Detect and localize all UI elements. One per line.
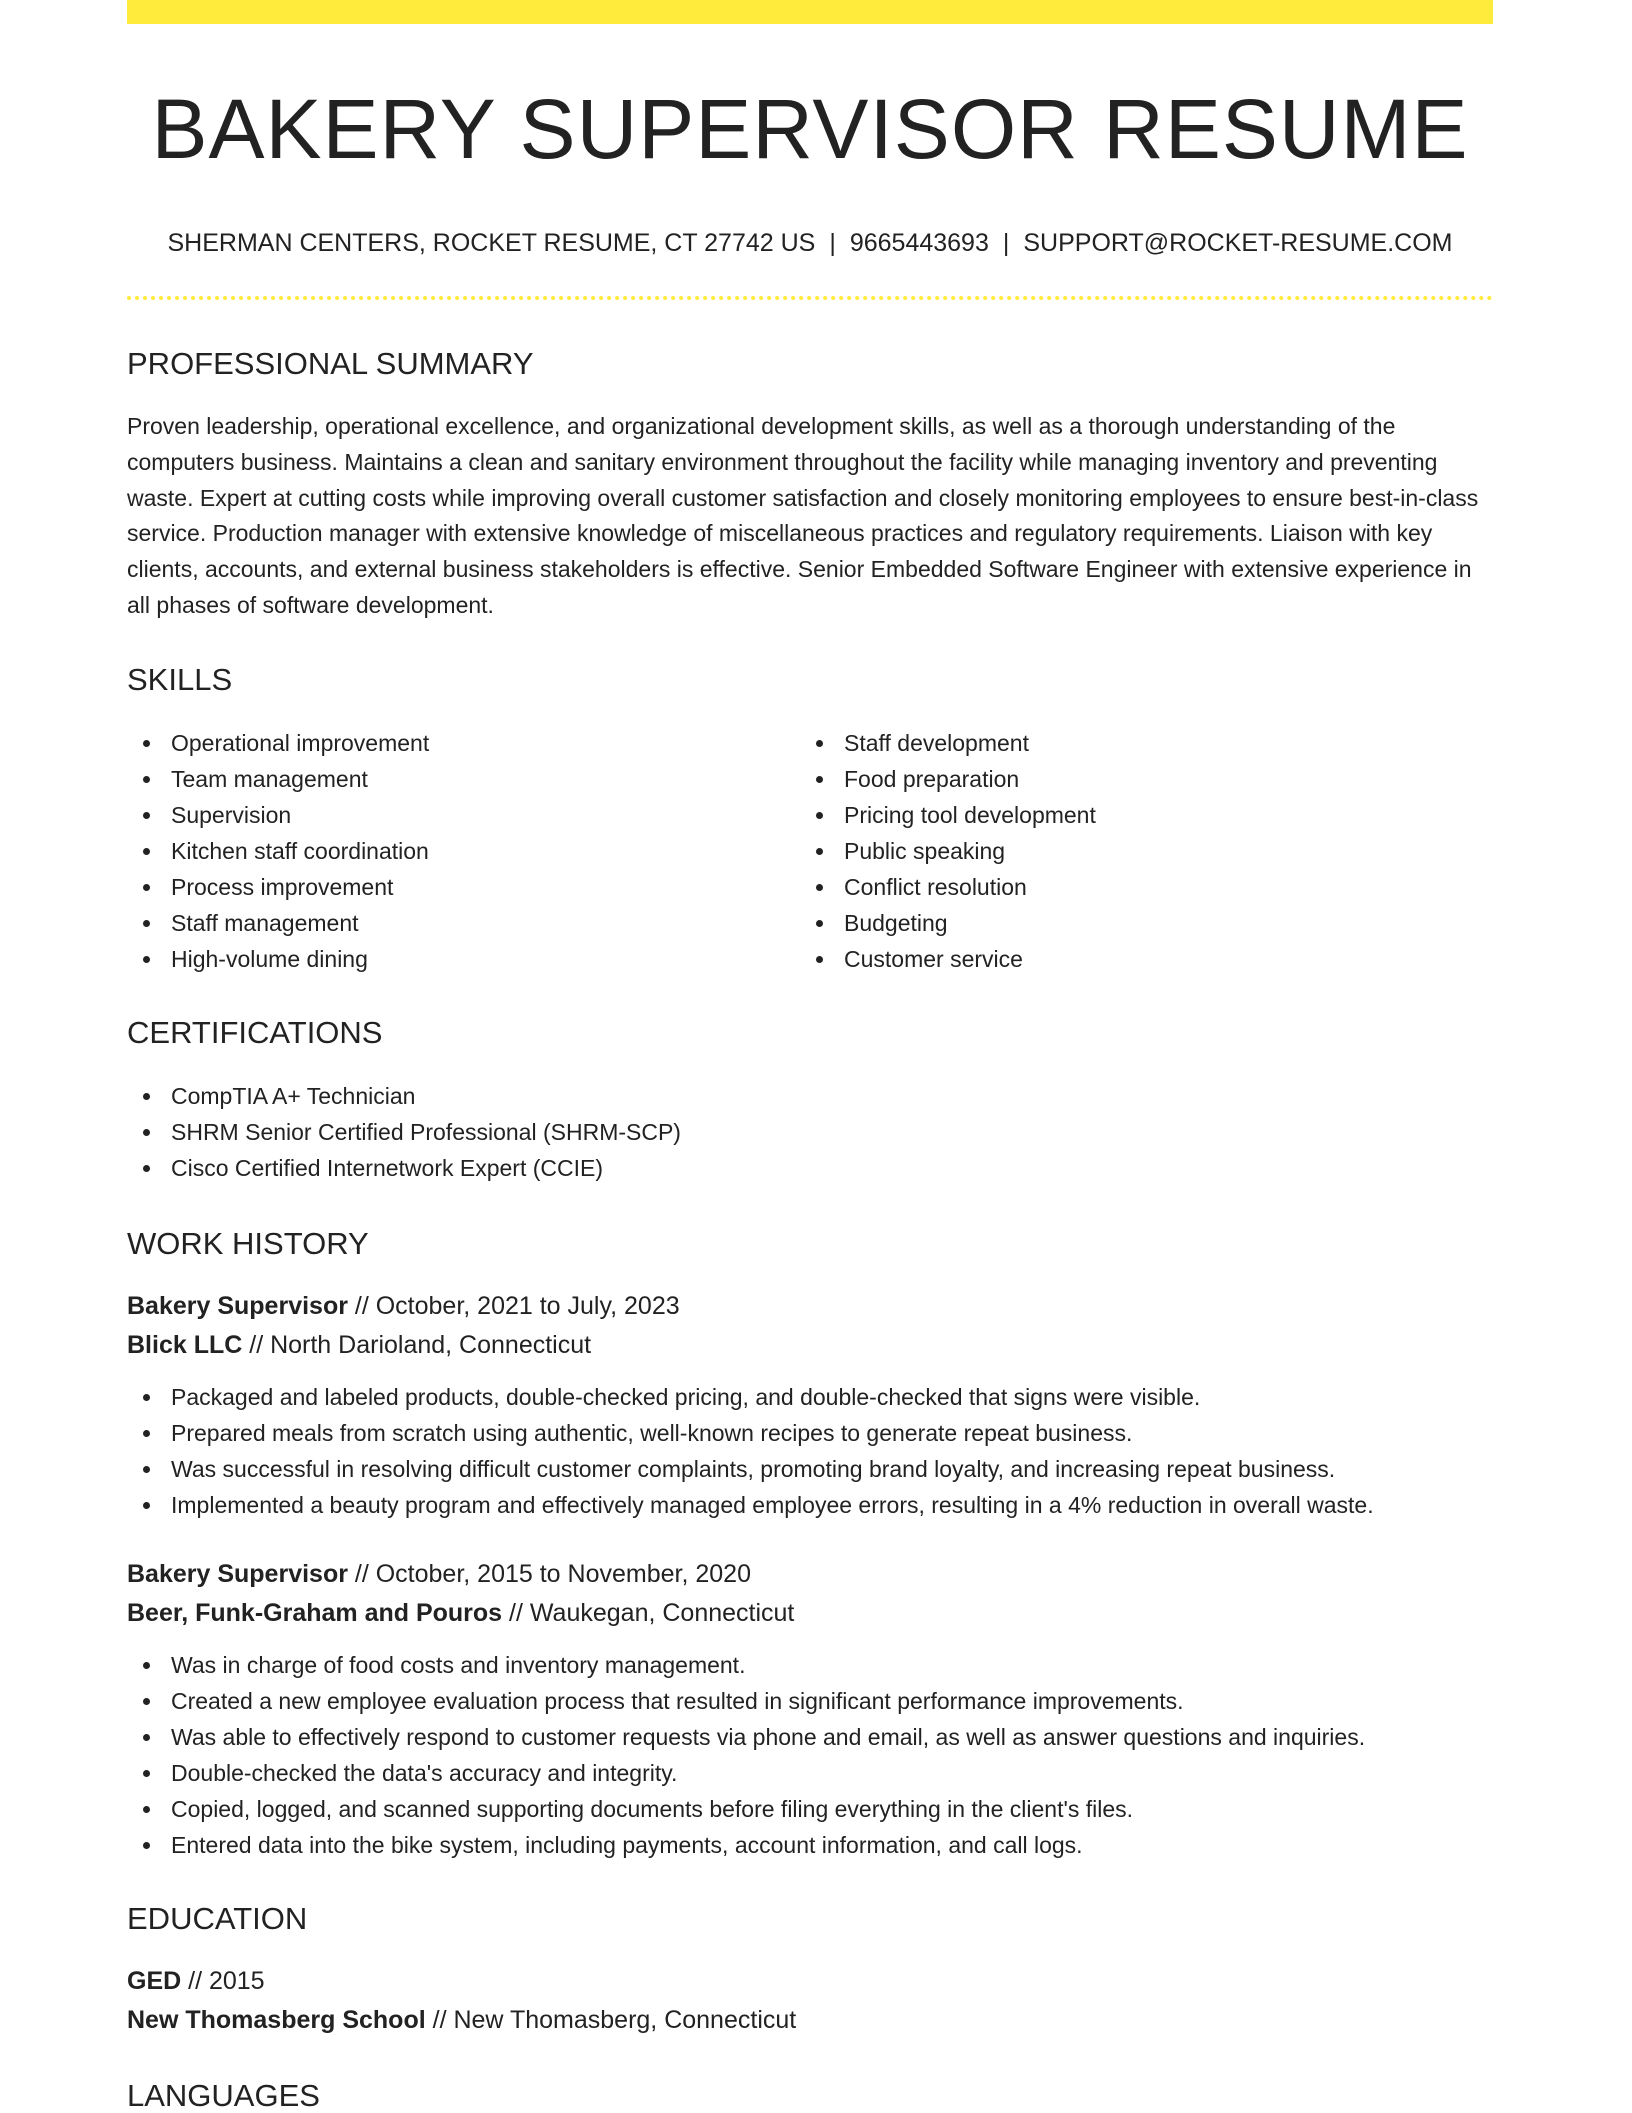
dotted-divider [127, 296, 1493, 300]
job-bullets [127, 1647, 1493, 1863]
skill-item: Public speaking [800, 833, 1473, 869]
education-degree: GED [127, 1966, 182, 1995]
contact-address: SHERMAN CENTERS, ROCKET RESUME, CT 27742 US [167, 229, 816, 257]
skill-item: High-volume dining [127, 941, 800, 977]
skill-item: Supervision [127, 797, 800, 833]
skill-item: Conflict resolution [800, 869, 1473, 905]
skill-item: Budgeting [800, 905, 1473, 941]
job-bullet: Was able to effectively respond to customer requests via phone and email, as well as answer questions and inquiries. [127, 1719, 1493, 1755]
job-bullet: Double-checked the data's accuracy and integrity. [127, 1755, 1493, 1791]
top-accent-bar [127, 0, 1493, 24]
education-school-line [127, 2001, 1493, 2040]
certification-item: CompTIA A+ Technician [127, 1078, 1493, 1114]
skills-columns [127, 725, 1493, 977]
contact-phone: 9665443693 [849, 229, 989, 257]
job-bullets [127, 1379, 1493, 1523]
certifications-list [127, 1078, 1493, 1186]
job-dates: // October, 2021 to July, 2023 [347, 1291, 680, 1320]
skill-item: Staff management [127, 905, 800, 941]
job-entry [127, 1555, 1493, 1863]
skill-item: Process improvement [127, 869, 800, 905]
job-entry [127, 1287, 1493, 1523]
skill-item: Operational improvement [127, 725, 800, 761]
skill-item: Food preparation [800, 761, 1473, 797]
job-location: // North Darioland, Connecticut [242, 1330, 592, 1359]
education-degree-line [127, 1962, 1493, 2001]
education-year: // 2015 [181, 1966, 265, 1995]
job-company-line [127, 1594, 1493, 1633]
job-company: Beer, Funk-Graham and Pouros [127, 1598, 503, 1627]
summary-text: Proven leadership, operational excellence, and organizational development skills, as well as a thorough understanding of the computers business. Maintains a clean and sanitary environment throughout the facility while managing inventory and preventing waste. Expert at cutting costs while improving overall customer satisfaction and closely monitoring employees to ensure best-in-class service. Production manager with extensive knowledge of miscellaneous practices and regulatory requirements. Liaison with key clients, accounts, and external business stakeholders is effective. Senior Embedded Software Engineer with extensive experience in all phases of software development. [127, 413, 1479, 618]
job-bullet: Was successful in resolving difficult customer complaints, promoting brand loyalty, and increasing repeat business. [127, 1451, 1493, 1487]
skills-list [800, 725, 1473, 977]
skill-item: Team management [127, 761, 800, 797]
resume-page [127, 0, 1493, 2111]
skill-item: Staff development [800, 725, 1473, 761]
certifications-heading: CERTIFICATIONS [127, 1014, 383, 1050]
contact-separator: | [1002, 229, 1010, 257]
work-history-heading: WORK HISTORY [127, 1225, 369, 1261]
education-school: New Thomasberg School [127, 2005, 426, 2034]
skill-item: Customer service [800, 941, 1473, 977]
job-title-line [127, 1287, 1493, 1326]
skills-list [127, 725, 800, 977]
job-bullet: Created a new employee evaluation process that resulted in significant performance improvements. [127, 1683, 1493, 1719]
resume-title: BAKERY SUPERVISOR RESUME [151, 82, 1469, 176]
skills-right-column [800, 725, 1473, 977]
skills-left-column [127, 725, 800, 977]
job-company-line [127, 1326, 1493, 1365]
education-entry [127, 1962, 1493, 2040]
contact-line [127, 231, 1493, 256]
certification-item: Cisco Certified Internetwork Expert (CCIE) [127, 1150, 1493, 1186]
job-bullet: Prepared meals from scratch using authentic, well-known recipes to generate repeat business. [127, 1415, 1493, 1451]
education-heading: EDUCATION [127, 1900, 308, 1936]
certification-item: SHRM Senior Certified Professional (SHRM-SCP) [127, 1114, 1493, 1150]
skill-item: Pricing tool development [800, 797, 1473, 833]
skill-item: Kitchen staff coordination [127, 833, 800, 869]
job-title-line [127, 1555, 1493, 1594]
job-location: // Waukegan, Connecticut [502, 1598, 795, 1627]
job-title: Bakery Supervisor [127, 1559, 348, 1588]
languages-heading: LANGUAGES [127, 2077, 320, 2113]
job-bullet: Entered data into the bike system, including payments, account information, and call logs. [127, 1827, 1493, 1863]
job-company: Blick LLC [127, 1330, 243, 1359]
job-dates: // October, 2015 to November, 2020 [347, 1559, 751, 1588]
summary-heading: PROFESSIONAL SUMMARY [127, 346, 534, 381]
job-bullet: Copied, logged, and scanned supporting documents before filing everything in the client's files. [127, 1791, 1493, 1827]
job-title: Bakery Supervisor [127, 1291, 348, 1320]
contact-email: SUPPORT@ROCKET-RESUME.COM [1023, 229, 1453, 257]
skills-heading: SKILLS [127, 661, 233, 697]
job-bullet: Was in charge of food costs and inventory management. [127, 1647, 1493, 1683]
contact-separator: | [829, 229, 836, 257]
education-location: // New Thomasberg, Connecticut [425, 2005, 797, 2034]
job-bullet: Packaged and labeled products, double-checked pricing, and double-checked that signs were visible. [127, 1379, 1493, 1415]
job-bullet: Implemented a beauty program and effectively managed employee errors, resulting in a 4% reduction in overall waste. [127, 1487, 1493, 1523]
